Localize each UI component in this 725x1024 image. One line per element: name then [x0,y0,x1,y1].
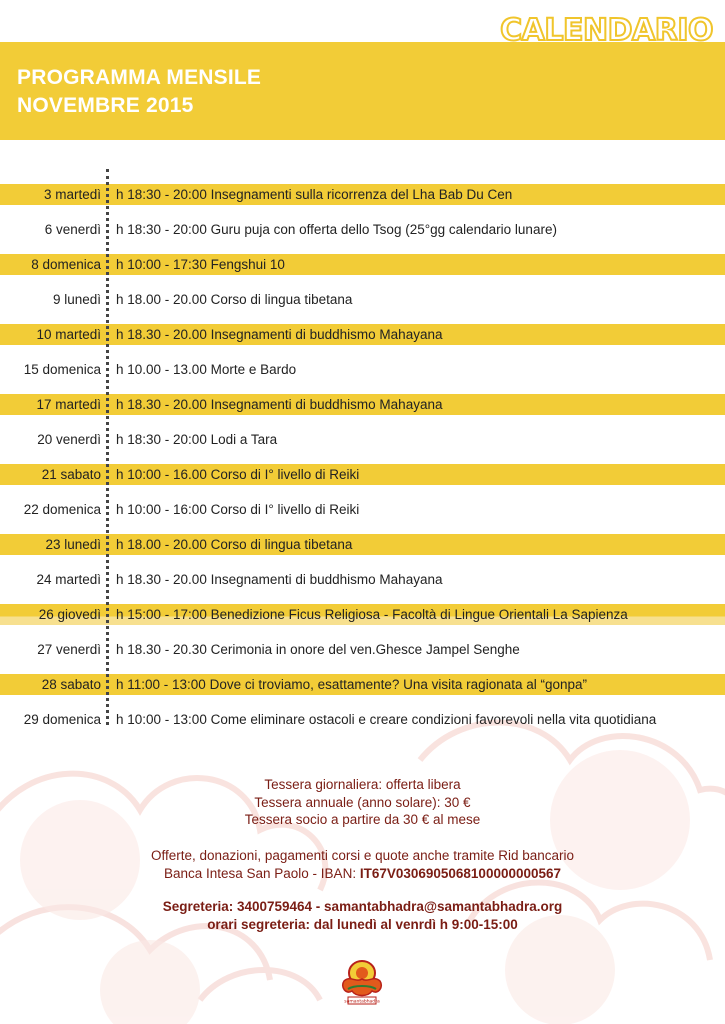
offerte-text: Offerte, donazioni, pagamenti corsi e quote anche tramite Rid bancario [151,848,574,863]
event-date: 15 domenica [23,362,101,377]
event-text: h 18:30 - 20:00 Insegnamenti sulla ricorrenza del Lha Bab Du Cen [116,187,513,202]
event-date: 27 venerdì [37,642,101,657]
event-date: 21 sabato [41,467,101,482]
tessera-annuale: Tessera annuale (anno solare): 30 € [254,794,471,810]
event-text: h 18.00 - 20.00 Corso di lingua tibetana [116,292,353,307]
event-text: h 18.30 - 20.00 Insegnamenti di buddhismo Mahayana [116,397,443,412]
event-date: 8 domenica [31,257,101,272]
dotted-divider [106,169,109,725]
contact-info [0,898,725,933]
event-text: h 10:00 - 13:00 Come eliminare ostacoli e creare condizioni favorevoli nella vita quotidiana [116,712,657,727]
event-text: h 18.30 - 20.00 Insegnamenti di buddhismo Mahayana [116,327,443,342]
event-date: 26 giovedì [38,607,101,622]
samantabhadra-logo [336,951,388,1011]
payment-info [0,847,725,882]
event-text: h 10.00 - 13.00 Morte e Bardo [116,362,297,377]
segreteria-hours: orari segreteria: dal lunedì al venrdì h 9:00-15:00 [207,916,518,932]
event-date: 10 martedì [36,327,101,342]
event-text: h 18:30 - 20:00 Lodi a Tara [116,432,278,447]
segreteria-contact[interactable]: Segreteria: 3400759464 - samantabhadra@samantabhadra.org [162,899,563,914]
tessera-giornaliera: Tessera giornaliera: offerta libera [264,777,461,792]
tessera-socio: Tessera socio a partire da 30 € al mese [244,812,481,827]
event-date: 3 martedì [43,187,101,202]
event-date: 24 martedì [36,572,101,587]
logo-caption: samantabhadra [344,999,380,1005]
event-text: h 15:00 - 17:00 Benedizione Ficus Religiosa - Facoltà di Lingue Orientali La Sapienza [116,607,628,622]
event-text: h 10:00 - 16:00 Corso di I° livello di Reiki [116,502,360,517]
page-subtitle: NOVEMBRE 2015 [17,94,194,117]
event-date: 22 domenica [23,502,101,517]
event-text: h 18.30 - 20.00 Insegnamenti di buddhismo Mahayana [116,572,443,587]
iban-code: IT67V0306905068100000000567 [359,865,562,881]
event-text: h 18.00 - 20.00 Corso di lingua tibetana [116,537,353,552]
bank-line [0,865,725,883]
event-date: 23 lunedì [45,537,101,552]
event-date: 9 lunedì [52,292,101,307]
header-banner [0,42,725,140]
event-date: 29 domenica [23,712,101,727]
event-date: 17 martedì [36,397,101,412]
event-date: 6 venerdì [44,222,101,237]
event-date: 20 venerdì [37,432,101,447]
event-date: 28 sabato [41,677,101,692]
event-text: h 18.30 - 20.30 Cerimonia in onore del ven.Ghesce Jampel Senghe [116,642,520,657]
event-text: h 10:00 - 17:30 Fengshui 10 [116,257,285,272]
page-title: PROGRAMMA MENSILE [17,66,262,89]
event-text: h 10:00 - 16.00 Corso di I° livello di Reiki [116,467,360,482]
event-text: h 11:00 - 13:00 Dove ci troviamo, esattamente? Una visita ragionata al “gonpa” [116,677,588,692]
brand-title: CALENDARIO [500,13,713,48]
membership-info [0,776,725,829]
bank-label: Banca Intesa San Paolo - IBAN: [163,865,360,881]
event-text: h 18:30 - 20:00 Guru puja con offerta dello Tsog (25°gg calendario lunare) [116,222,557,237]
